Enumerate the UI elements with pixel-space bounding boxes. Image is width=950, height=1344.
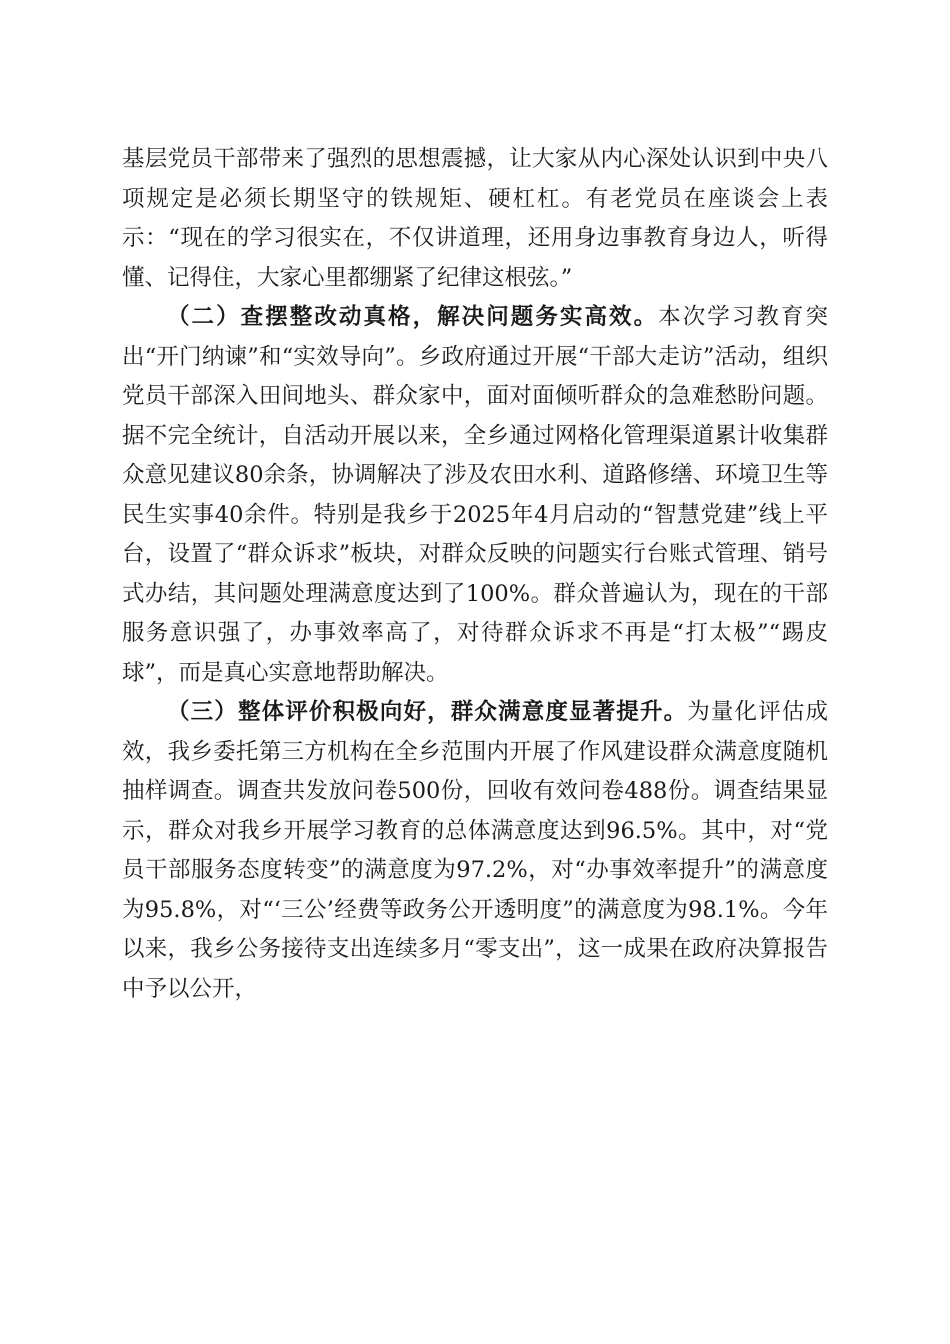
paragraph-text: 基层党员干部带来了强烈的思想震撼，让大家从内心深处认识到中央八项规定是必须长期坚守的铁规矩、硬杠杠。有老党员在座谈会上表示：“现在的学习很实在，不仅讲道理，还用身边事教育身边人，听得懂、记得住，大家心里都绷紧了纪律这根弦。” <box>122 146 828 291</box>
paragraph-text: 为量化评估成效，我乡委托第三方机构在全乡范围内开展了作风建设群众满意度随机抽样调查。调查共发放问卷500份，回收有效问卷488份。调查结果显示，群众对我乡开展学习教育的总体满意度达到96.5%。其中，对“党员干部服务态度转变”的满意度为97.2%，对“办事效率提升”的满意度为95.8%，对“‘三公’经费等政务公开透明度”的满意度为98.1%。今年以来，我乡公务接待支出连续多月“零支出”，这一成果在政府决算报告中予以公开， <box>122 699 828 1002</box>
paragraph-continuation <box>122 140 828 298</box>
paragraph-section-three <box>122 693 828 1009</box>
paragraph-section-two <box>122 298 828 693</box>
document-body <box>122 140 828 1009</box>
section-heading: （三）整体评价积极向好，群众满意度显著提升。 <box>167 699 688 725</box>
section-heading: （二）查摆整改动真格，解决问题务实高效。 <box>167 304 659 330</box>
paragraph-text: 本次学习教育突出“开门纳谏”和“实效导向”。乡政府通过开展“干部大走访”活动，组织党员干部深入田间地头、群众家中，面对面倾听群众的急难愁盼问题。据不完全统计，自活动开展以来，全乡通过网格化管理渠道累计收集群众意见建议80余条，协调解决了涉及农田水利、道路修缮、环境卫生等民生实事40余件。特别是我乡于2025年4月启动的“智慧党建”线上平台，设置了“群众诉求”板块，对群众反映的问题实行台账式管理、销号式办结，其问题处理满意度达到了100%。群众普遍认为，现在的干部服务意识强了，办事效率高了，对待群众诉求不再是“打太极”“踢皮球”，而是真心实意地帮助解决。 <box>122 304 828 686</box>
